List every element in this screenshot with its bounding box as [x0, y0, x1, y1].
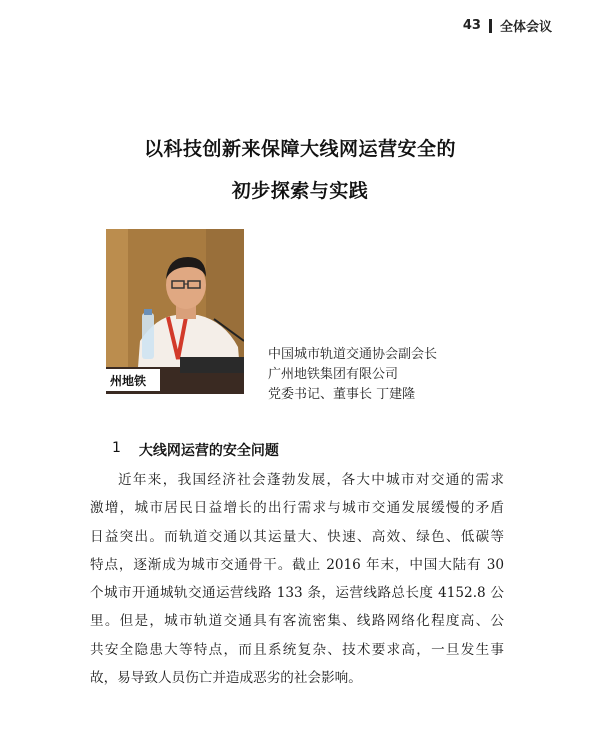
nameplate-text: 州地铁	[110, 374, 147, 388]
body-line: 日益突出。而轨道交通以其运量大、快速、高效、绿色、低碳等	[90, 528, 504, 545]
body-line: 故，易导致人员伤亡并造成恶劣的社会影响。	[90, 670, 362, 687]
body-line: 特点，逐渐成为城市交通骨干。截止 2016 年末，中国大陆有 30	[90, 556, 504, 573]
section-heading	[112, 440, 279, 460]
body-line: 里。但是，城市轨道交通具有客流密集、线路网络化程度高、公	[90, 613, 504, 630]
body-line: 激增，城市居民日益增长的出行需求与城市交通发展缓慢的矛盾	[90, 500, 504, 517]
author-line-3: 党委书记、董事长 丁建隆	[268, 387, 416, 402]
title-line-1: 以科技创新来保障大线网运营安全的	[143, 138, 456, 160]
body-line: 个城市开通城轨交通运营线路 133 条，运营线路总长度 4152.8 公	[90, 585, 504, 602]
running-header	[463, 16, 552, 35]
article-title	[0, 128, 600, 212]
section-name: 全体会议	[499, 20, 552, 35]
body-paragraph	[90, 466, 504, 692]
body-line: 共安全隐患大等特点，而且系统复杂、技术要求高，一旦发生事	[90, 641, 504, 658]
author-photo	[106, 229, 244, 394]
body-line: 近年来，我国经济社会蓬勃发展，各大中城市对交通的需求	[118, 472, 504, 488]
author-line-2: 广州地铁集团有限公司	[268, 367, 399, 382]
header-separator	[489, 19, 492, 33]
author-line-1: 中国城市轨道交通协会副会长	[268, 347, 438, 362]
page-number: 43	[462, 18, 481, 33]
section-number: 1	[112, 440, 121, 456]
section-title: 大线网运营的安全问题	[138, 443, 279, 459]
author-affiliation	[268, 345, 437, 405]
title-line-2: 初步探索与实践	[231, 180, 369, 202]
